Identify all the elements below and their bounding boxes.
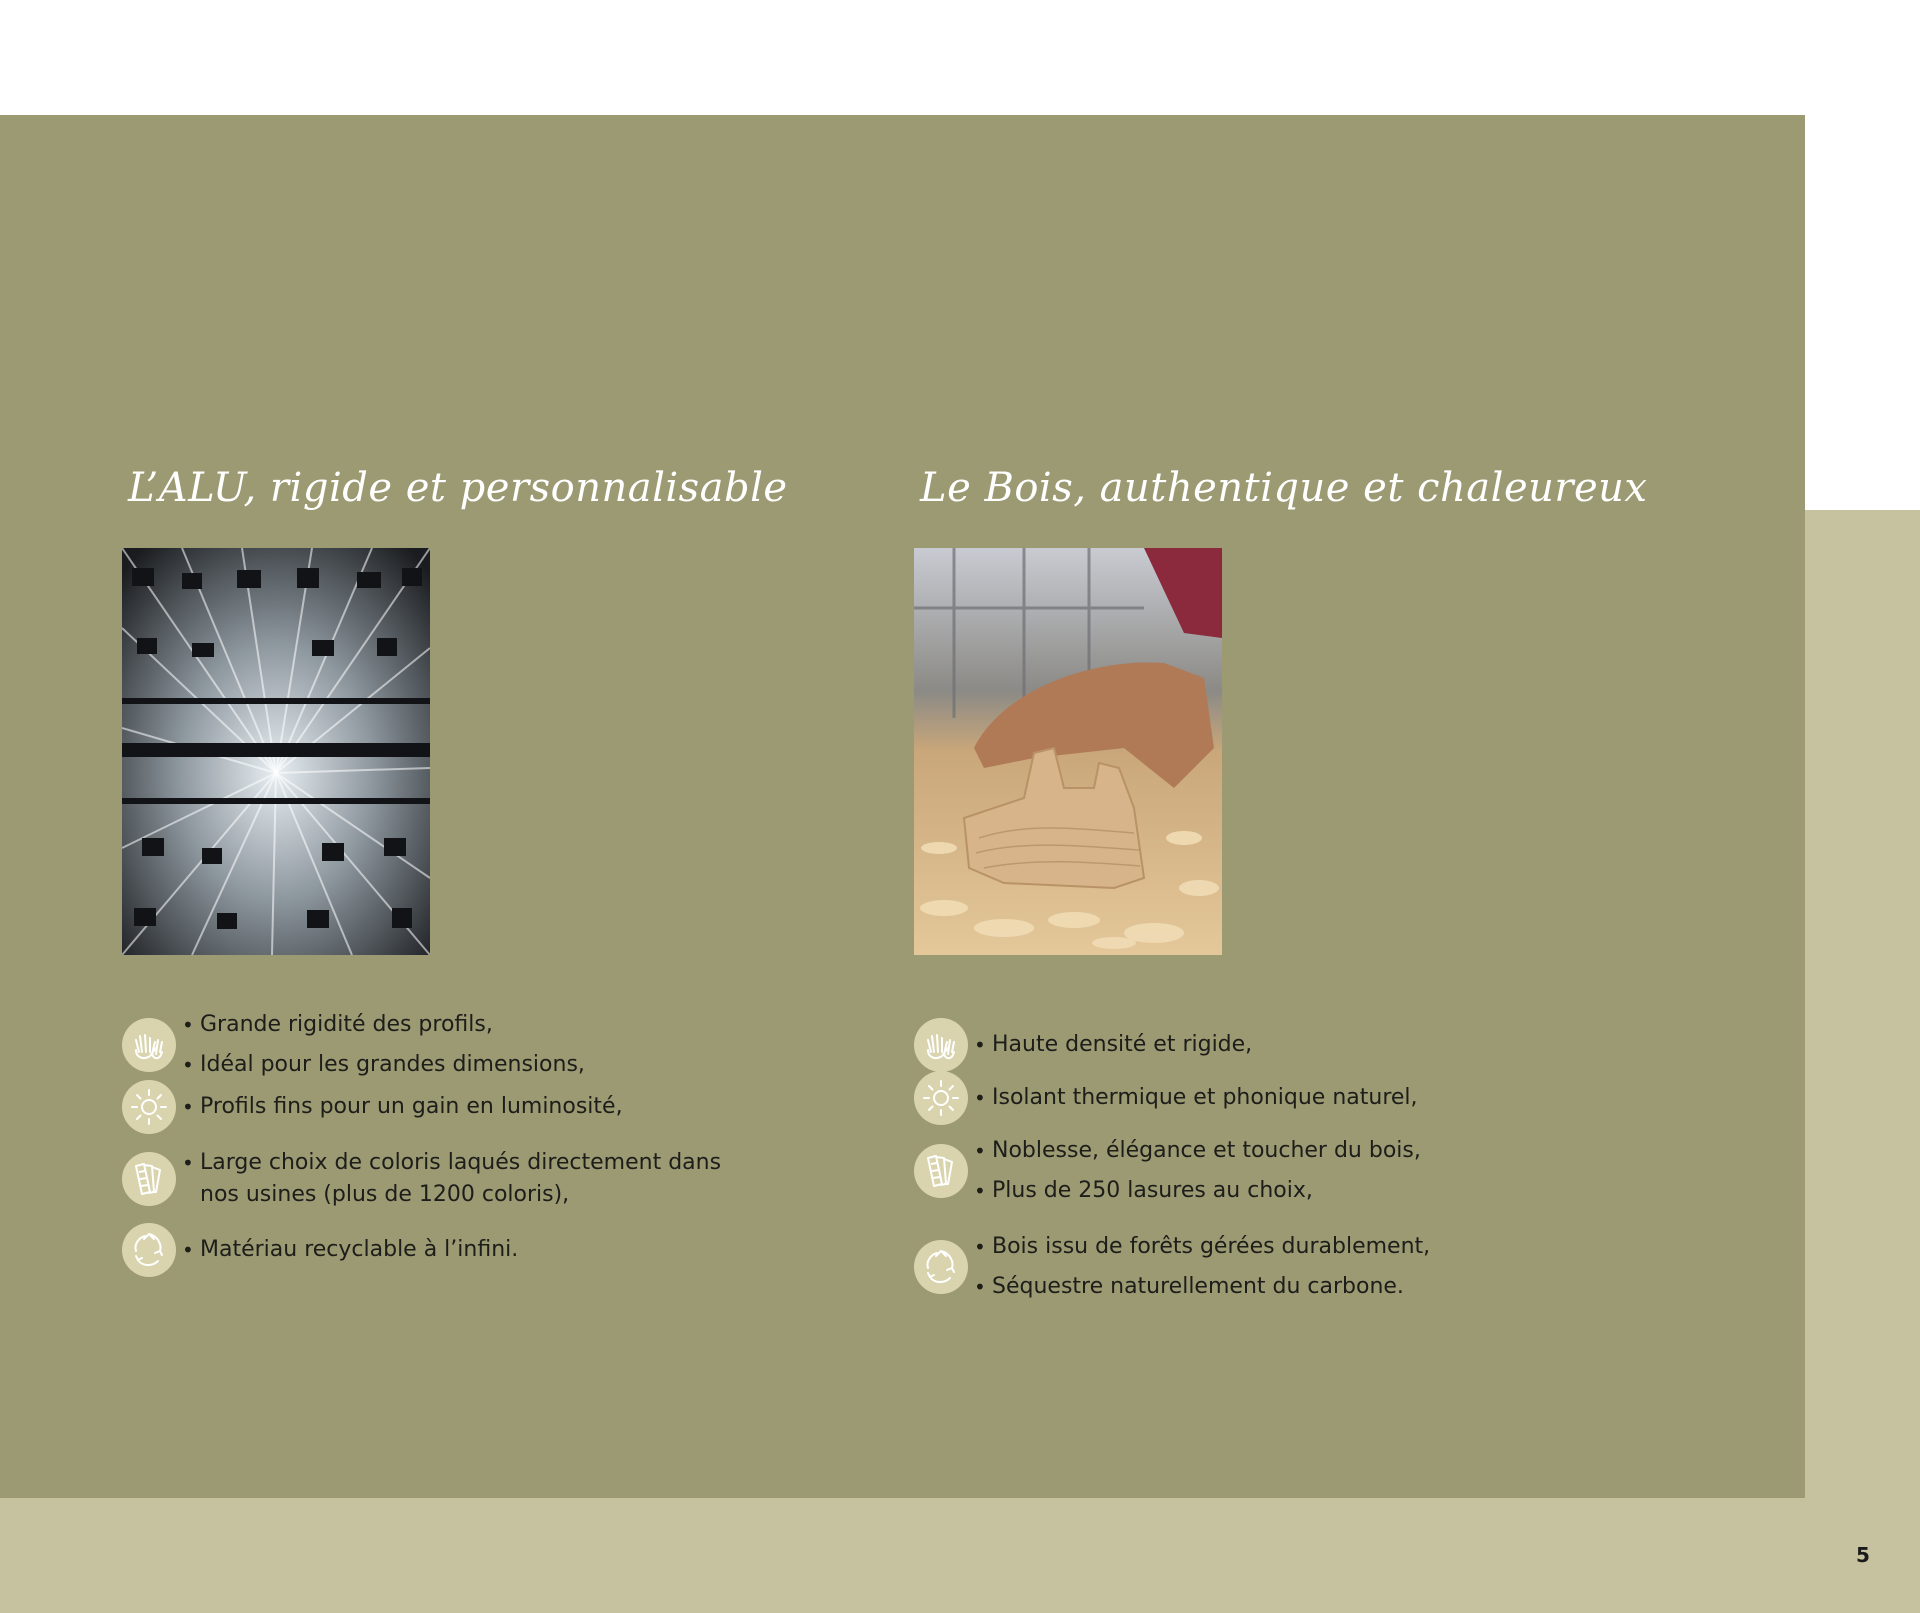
feature-line: • Matériau recyclable à l’infini. (182, 1230, 518, 1270)
feature-item (914, 1068, 1674, 1128)
feature-line: • Isolant thermique et phonique naturel, (974, 1078, 1418, 1118)
hands-icon (914, 1018, 968, 1072)
color-swatch-icon (122, 1152, 176, 1206)
hands-icon (122, 1018, 176, 1072)
feature-line: • Profils fins pour un gain en luminosité, (182, 1087, 623, 1127)
color-swatch-icon (914, 1144, 968, 1198)
feature-line: • Idéal pour les grandes dimensions, (182, 1045, 585, 1085)
feature-item (914, 1138, 1674, 1203)
feature-line: • Haute densité et rigide, (974, 1025, 1252, 1065)
sun-icon (914, 1071, 968, 1125)
feature-line-text: nos usines (plus de 1200 coloris), (200, 1182, 570, 1207)
page-number: 5 (1856, 1543, 1870, 1567)
feature-line: • Grande rigidité des profils, (182, 1005, 585, 1045)
alu-heading: L’ALU, rigide et personnalisable (128, 465, 788, 511)
recycle-icon (122, 1223, 176, 1277)
feature-item (122, 1077, 882, 1137)
recycle-icon (914, 1240, 968, 1294)
feature-line-text: Large choix de coloris laqués directement dans (200, 1150, 722, 1175)
feature-line: • Bois issu de forêts gérées durablement, (974, 1227, 1430, 1267)
feature-item (122, 1012, 882, 1077)
sun-icon (122, 1080, 176, 1134)
feature-line (182, 1147, 721, 1211)
feature-line: • Noblesse, élégance et toucher du bois, (974, 1131, 1421, 1171)
feature-item (914, 1234, 1674, 1299)
aluminium-profiles-photo (122, 548, 430, 955)
content-panel (0, 115, 1805, 1498)
feature-line: • Séquestre naturellement du carbone. (974, 1267, 1430, 1307)
feature-line: • Plus de 250 lasures au choix, (974, 1171, 1421, 1211)
feature-item (122, 1149, 882, 1209)
feature-item (122, 1220, 882, 1280)
bois-heading: Le Bois, authentique et chaleureux (920, 465, 1648, 511)
wood-profile-photo (914, 548, 1222, 955)
feature-item (914, 1015, 1674, 1075)
